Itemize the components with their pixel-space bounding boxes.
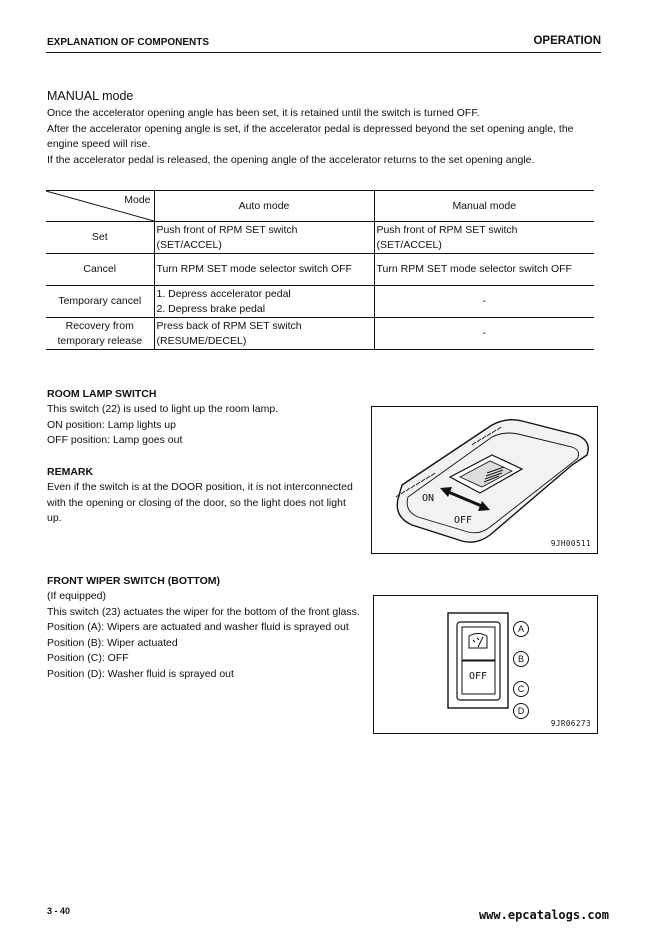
room-lamp-figure-code: 9JH00511: [550, 539, 591, 548]
row-label: Recovery from temporary release: [46, 318, 154, 350]
front-wiper-text: [47, 589, 372, 682]
table-corner-cell: [46, 191, 154, 222]
room-lamp-line: This switch (22) is used to light up the room lamp.: [47, 403, 279, 415]
manual-mode-line: If the accelerator pedal is released, the opening angle of the accelerator returns to the set opening angle.: [47, 153, 535, 166]
room-lamp-on-label: ON: [422, 493, 435, 504]
manual-mode-line: After the accelerator opening angle is set, if the accelerator pedal is depressed beyond the set opening angle, the: [47, 122, 574, 135]
table-header-row: [46, 191, 594, 222]
room-lamp-off-label: OFF: [454, 515, 473, 526]
watermark-url: www.epcatalogs.com: [478, 908, 609, 922]
front-wiper-line: This switch (23) actuates the wiper for the bottom of the front glass.: [47, 605, 360, 618]
position-a-marker: A: [513, 621, 529, 637]
auto-cell: 1. Depress accelerator pedal 2. Depress brake pedal: [154, 286, 374, 318]
header-chapter-title: OPERATION: [533, 35, 601, 47]
table-row: [46, 222, 594, 254]
manual-cell: -: [374, 318, 594, 350]
mode-table: [46, 190, 594, 350]
manual-mode-text: [47, 106, 607, 168]
wiper-figure-code: 9JR06273: [550, 719, 591, 728]
header-section-title: EXPLANATION OF COMPONENTS: [47, 37, 210, 48]
remark-text: [47, 480, 372, 527]
front-wiper-line: Position (A): Wipers are actuated and washer fluid is sprayed out: [47, 621, 349, 633]
room-lamp-figure: [371, 406, 598, 554]
table-row: [46, 286, 594, 318]
front-wiper-line: Position (D): Washer fluid is sprayed out: [47, 667, 234, 680]
position-b-marker: B: [513, 651, 529, 667]
row-label: Temporary cancel: [46, 286, 154, 318]
table-row: [46, 254, 594, 286]
row-label: Cancel: [46, 254, 154, 286]
front-wiper-figure: [373, 595, 598, 734]
front-wiper-line: (If equipped): [47, 590, 106, 602]
manual-mode-line: engine speed will rise.: [47, 138, 151, 150]
front-wiper-line: Position (C): OFF: [47, 652, 129, 664]
col-manual-header: Manual mode: [374, 191, 594, 222]
remark-heading: REMARK: [47, 466, 94, 478]
remark-line: up.: [47, 512, 62, 524]
front-wiper-line: Position (B): Wiper actuated: [47, 636, 178, 649]
manual-cell: Turn RPM SET mode selector switch OFF: [374, 254, 594, 286]
room-lamp-text: [47, 402, 367, 449]
col-auto-header: Auto mode: [154, 191, 374, 222]
auto-cell: Press back of RPM SET switch (RESUME/DECEL): [154, 318, 374, 350]
auto-cell: Push front of RPM SET switch (SET/ACCEL): [154, 222, 374, 254]
manual-mode-line: Once the accelerator opening angle has been set, it is retained until the switch is turned OFF.: [47, 107, 480, 119]
table-row: [46, 318, 594, 350]
remark-line: Even if the switch is at the DOOR position, it is not interconnected: [47, 481, 353, 493]
remark-line: with the opening or closing of the door, so the light does not light: [47, 496, 346, 509]
manual-cell: Push front of RPM SET switch (SET/ACCEL): [374, 222, 594, 254]
header-rule: [46, 52, 601, 53]
page-number: 3 - 40: [47, 906, 71, 916]
manual-cell: -: [374, 286, 594, 318]
front-wiper-heading: FRONT WIPER SWITCH (BOTTOM): [47, 575, 221, 587]
position-c-marker: C: [513, 681, 529, 697]
position-d-marker: D: [513, 703, 529, 719]
room-lamp-illustration: [372, 407, 597, 553]
room-lamp-line: ON position: Lamp lights up: [47, 418, 176, 431]
auto-cell: Turn RPM SET mode selector switch OFF: [154, 254, 374, 286]
row-label: Set: [46, 222, 154, 254]
room-lamp-heading: ROOM LAMP SWITCH: [47, 388, 157, 400]
corner-mode-label: Mode: [124, 194, 151, 206]
room-lamp-line: OFF position: Lamp goes out: [47, 434, 183, 446]
wiper-off-label: OFF: [469, 671, 488, 682]
wiper-switch-illustration: [374, 596, 597, 733]
manual-mode-heading: MANUAL mode: [47, 89, 134, 103]
